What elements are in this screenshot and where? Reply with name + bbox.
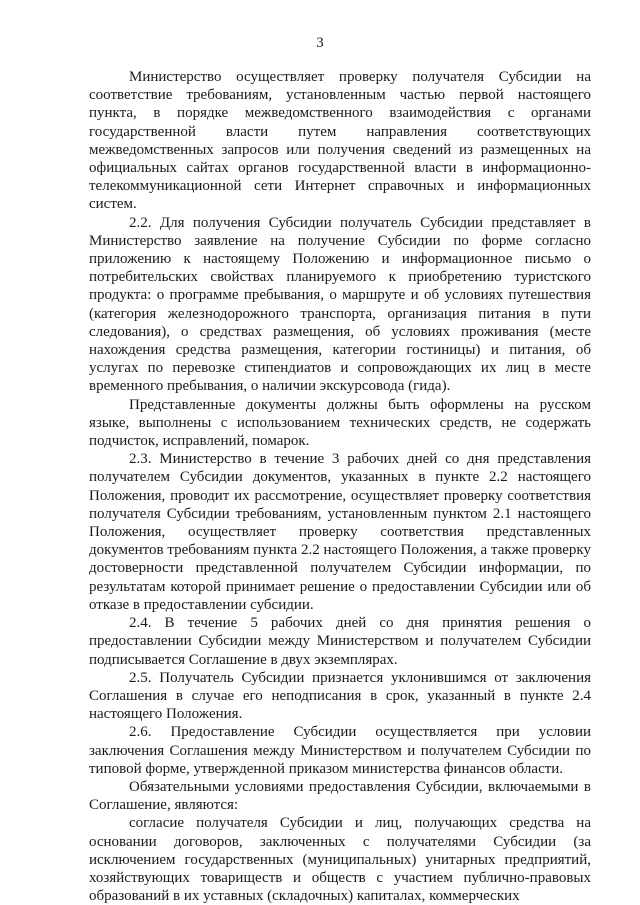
paragraph-2-4: 2.4. В течение 5 рабочих дней со дня принятия решения о предоставлении Субсидии между Министерством и получателем Субсидии подписывается Соглашение в двух экземплярах. xyxy=(89,615,591,668)
page-number: 3 xyxy=(316,35,324,51)
paragraph-2-2: 2.2. Для получения Субсидии получатель Субсидии представляет в Министерство заявление на получение Субсидии по форме согласно приложению к настоящему Положению и информационное письмо о потребительских свойствах планируемого к приобретению туристского продукта: о программе пребывания, о маршруте и об условиях путешествия (категория железнодорожного транспорта, организация питания в пути следования), о средствах размещения, об условиях проживания (месте нахождения средства размещения, категории гостиницы) и питания, об услугах по перевозке стипендиатов и сопровождающих их лиц в месте временного пребывания, о наличии экскурсовода (гида). xyxy=(89,214,591,395)
paragraph-documents-requirements: Представленные документы должны быть оформлены на русском языке, выполнены с использованием технических средств, не содержать подчисток, исправлений, помарок. xyxy=(89,396,591,450)
paragraph-consent: согласие получателя Субсидии и лиц, получающих средства на основании договоров, заключенных с получателями Субсидии (за исключением государственных (муниципальных) унитарных предприятий, хозяйствующих товариществ и обществ с участием публично-правовых образований в их уставных (складочных) капиталах, коммерческих xyxy=(89,815,591,905)
paragraph-2-6: 2.6. Предоставление Субсидии осуществляется при условии заключения Соглашения между Министерством и получателем Субсидии по типовой форме, утвержденной приказом министерства финансов области. xyxy=(89,724,591,777)
document-body xyxy=(89,68,591,905)
paragraph-ministry-check: Министерство осуществляет проверку получателя Субсидии на соответствие требованиям, установленным частью первой настоящего пункта, в порядке межведомственного взаимодействия с органами государственной власти путем направления соответствующих межведомственных запросов или получения сведений из размещенных на официальных сайтах органов государственной власти в информационно-телекоммуникационной сети Интернет справочных и информационных систем. xyxy=(89,69,591,213)
paragraph-2-5: 2.5. Получатель Субсидии признается уклонившимся от заключения Соглашения в случае его неподписания в срок, указанный в пункте 2.4 настоящего Положения. xyxy=(89,669,591,723)
paragraph-2-3: 2.3. Министерство в течение 3 рабочих дней со дня представления получателем Субсидии документов, указанных в пункте 2.2 настоящего Положения, проводит их рассмотрение, осуществляет проверку соответствия получателя Субсидии требованиям, установленным пунктом 2.1 настоящего Положения, осуществляет проверку соответствия представленных документов требованиям пункта 2.2 настоящего Положения, а также проверку достоверности представленной получателем Субсидии информации, по результатам которой принимает решение о предоставлении Субсидии или об отказе в предоставлении субсидии. xyxy=(89,451,591,613)
paragraph-mandatory-conditions: Обязательными условиями предоставления Субсидии, включаемыми в Соглашение, являются: xyxy=(89,778,591,814)
